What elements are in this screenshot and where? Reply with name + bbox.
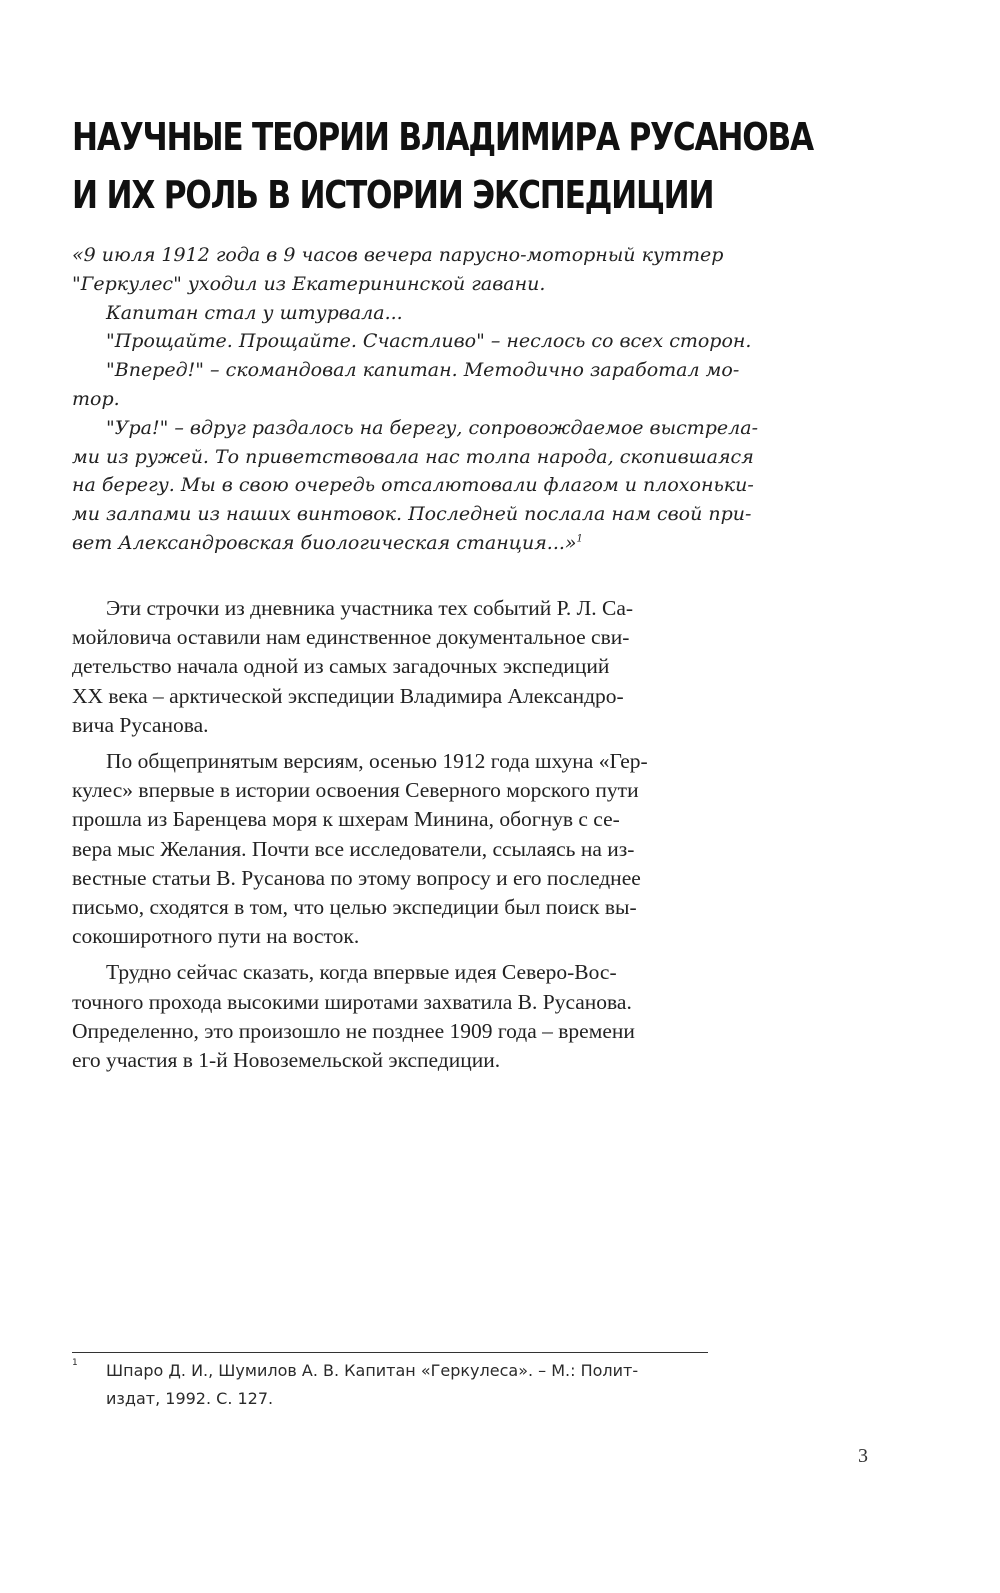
quote-line: ми залпами из наших винтовок. Последней послала нам свой при- [72, 503, 752, 526]
footnote [72, 1357, 708, 1413]
body-line: его участия в 1-й Новоземельской экспедиции. [72, 1048, 501, 1073]
footnote-divider [72, 1352, 708, 1353]
quote-line: "Вперед!" – скомандовал капитан. Методично заработал мо- [106, 359, 740, 382]
epigraph-quote [72, 241, 759, 558]
body-line: сокоширотного пути на восток. [72, 924, 360, 949]
quote-line: Капитан стал у штурвала... [106, 301, 403, 324]
footnote-reference[interactable]: 1 [576, 533, 583, 545]
chapter-heading-line-1: НАУЧНЫЕ ТЕОРИИ ВЛАДИМИРА РУСАНОВА [72, 115, 813, 159]
page-number: 3 [858, 1445, 868, 1467]
quote-line: "Ура!" – вдруг раздалось на берегу, сопровождаемое выстрела- [106, 416, 759, 439]
quote-line: тор. [72, 387, 120, 410]
quote-line: "Геркулес" уходил из Екатерининской гавани. [72, 272, 546, 295]
quote-line: ми из ружей. То приветствовала нас толпа народа, скопившаяся [72, 445, 754, 468]
body-line: Трудно сейчас сказать, когда впервые идея Северо-Вос- [106, 960, 617, 985]
body-line: прошла из Баренцева моря к шхерам Минина, обогнув с се- [72, 807, 620, 832]
body-line: По общепринятым версиям, осенью 1912 года шхуна «Гер- [106, 749, 648, 774]
body-line: кулес» впервые в истории освоения Северного морского пути [72, 778, 639, 803]
body-line: Эти строчки из дневника участника тех событий Р. Л. Са- [106, 596, 634, 620]
body-line: вича Русанова. [72, 712, 209, 737]
quote-line: "Прощайте. Прощайте. Счастливо" – неслось со всех сторон. [106, 330, 752, 353]
chapter-heading-line-2: И ИХ РОЛЬ В ИСТОРИИ ЭКСПЕДИЦИИ [72, 173, 714, 217]
footnote-line: Шпаро Д. И., Шумилов А. В. Капитан «Геркулеса». – М.: Полит- [106, 1361, 639, 1380]
quote-last-line [72, 529, 708, 558]
body-text [72, 594, 708, 1075]
chapter-heading [72, 108, 813, 224]
body-line: Определенно, это произошло не позднее 1909 года – времени [72, 1018, 635, 1043]
footnote-line: издат, 1992. С. 127. [106, 1389, 274, 1408]
body-line: вера мыс Желания. Почти все исследователи, ссылаясь на из- [72, 836, 635, 861]
body-line: мойловича оставили нам единственное документальное сви- [72, 625, 630, 650]
body-line: точного прохода высокими широтами захватила В. Русанова. [72, 989, 632, 1014]
body-line: детельство начала одной из самых загадочных экспедиций [72, 654, 610, 679]
body-line: XX века – арктической экспедиции Владимира Александро- [72, 683, 624, 708]
footnote-text [106, 1357, 708, 1413]
body-line: вестные статьи В. Русанова по этому вопросу и его последнее [72, 865, 641, 890]
quote-line: на берегу. Мы в свою очередь отсалютовали флагом и плохоньки- [72, 474, 754, 497]
body-line: письмо, сходятся в том, что целью экспедиции был поиск вы- [72, 895, 637, 920]
footnote-mark: 1 [72, 1358, 78, 1368]
quote-line-text: вет Александровская биологическая станция...» [72, 531, 577, 554]
quote-line: «9 июля 1912 года в 9 часов вечера парусно-моторный куттер [72, 244, 724, 266]
